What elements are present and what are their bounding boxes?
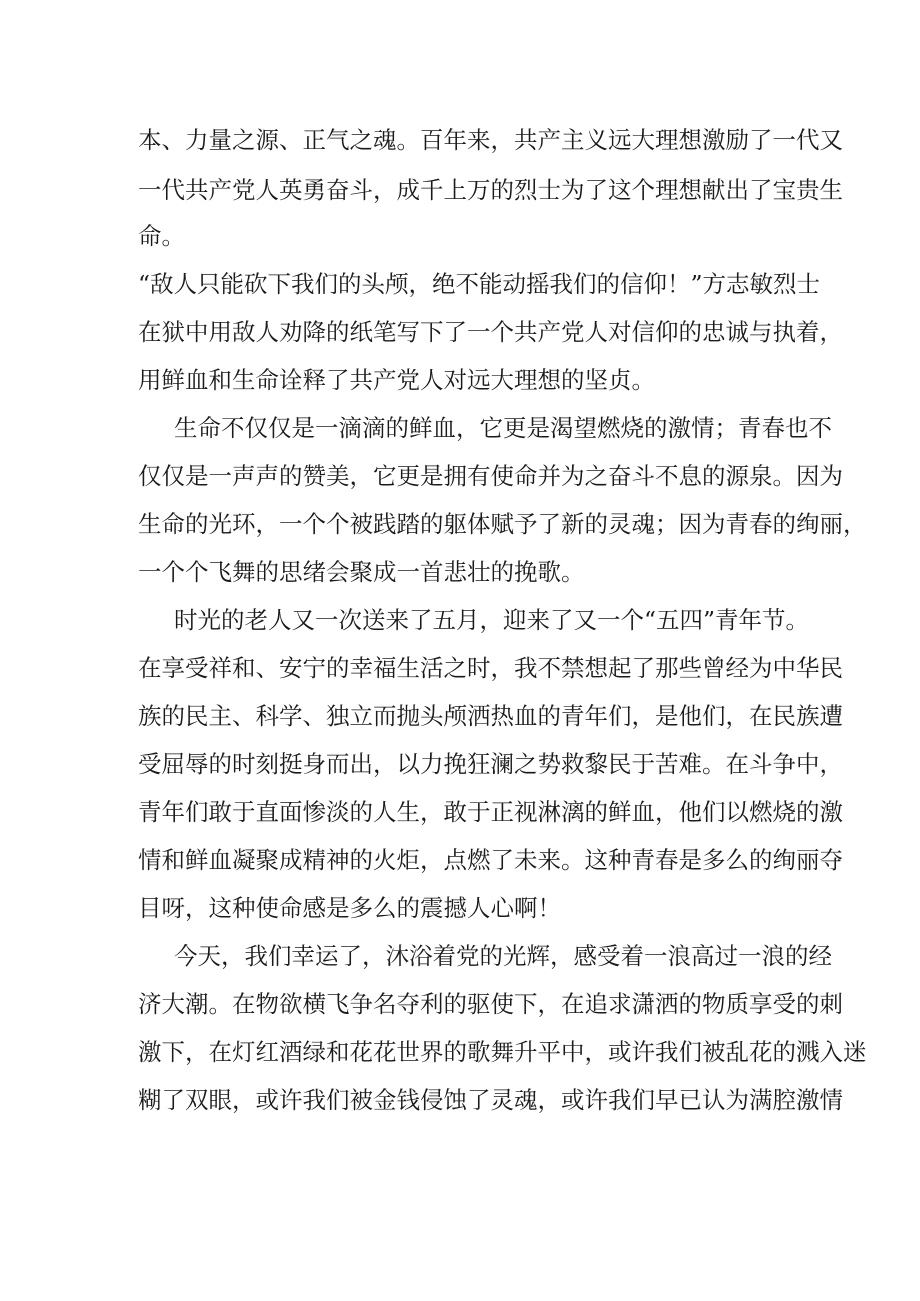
text-line [0, 358, 920, 402]
text-line [0, 310, 920, 354]
line-text: 族的民主、科学、独立而抛头颅洒热血的青年们，是他们，在民族遭 [138, 702, 843, 730]
text-line [0, 502, 920, 546]
line-text: 在狱中用敌人劝降的纸笔写下了一个共产党人对信仰的忠诚与执着， [138, 318, 843, 346]
text-line [0, 598, 920, 642]
text-line [0, 168, 920, 212]
line-text: 时光的老人又一次送来了五月，迎来了又一个“五四”青年节。 [174, 606, 810, 634]
text-line [0, 262, 920, 306]
line-text: 激下，在灯红酒绿和花花世界的歌舞升平中，或许我们被乱花的溅入迷 [138, 1038, 867, 1066]
text-line [0, 982, 920, 1026]
text-line [0, 214, 920, 258]
text-line [0, 550, 920, 594]
text-line [0, 790, 920, 834]
line-text: 今天，我们幸运了，沐浴着党的光辉，感受着一浪高过一浪的经 [174, 942, 832, 970]
text-line [0, 838, 920, 882]
line-text: 济大潮。在物欲横飞争名夺利的驱使下，在追求潇洒的物质享受的刺 [138, 990, 843, 1018]
line-text: 生命不仅仅是一滴滴的鲜血，它更是渴望燃烧的激情；青春也不 [174, 414, 832, 442]
line-text: 命。 [138, 222, 185, 250]
line-text: 生命的光环，一个个被践踏的躯体赋予了新的灵魂；因为青春的绚丽， [138, 510, 867, 538]
text-line [0, 1030, 920, 1074]
line-text: 青年们敢于直面惨淡的人生，敢于正视淋漓的鲜血，他们以燃烧的激 [138, 798, 843, 826]
line-text: 一代共产党人英勇奋斗，成千上万的烈士为了这个理想献出了宝贵生 [138, 176, 843, 204]
line-text: 一个个飞舞的思绪会聚成一首悲壮的挽歌。 [138, 558, 585, 586]
text-line [0, 1078, 920, 1122]
text-line [0, 118, 920, 162]
line-text: 糊了双眼，或许我们被金钱侵蚀了灵魂，或许我们早已认为满腔激情 [138, 1086, 843, 1114]
text-line [0, 454, 920, 498]
line-text: 目呀，这种使命感是多么的震撼人心啊！ [138, 894, 561, 922]
text-line [0, 742, 920, 786]
text-line [0, 646, 920, 690]
text-line [0, 694, 920, 738]
line-text: “敌人只能砍下我们的头颅，绝不能动摇我们的信仰！”方志敏烈士 [138, 270, 821, 298]
text-line [0, 886, 920, 930]
line-text: 情和鲜血凝聚成精神的火炬，点燃了未来。这种青春是多么的绚丽夺 [138, 846, 843, 874]
line-text: 在享受祥和、安宁的幸福生活之时，我不禁想起了那些曾经为中华民 [138, 654, 843, 682]
text-line [0, 406, 920, 450]
line-text: 仅仅是一声声的赞美，它更是拥有使命并为之奋斗不息的源泉。因为 [138, 462, 843, 490]
text-line [0, 934, 920, 978]
line-text: 本、力量之源、正气之魂。百年来，共产主义远大理想激励了一代又 [138, 126, 843, 154]
line-text: 用鲜血和生命诠释了共产党人对远大理想的坚贞。 [138, 366, 655, 394]
line-text: 受屈辱的时刻挺身而出，以力挽狂澜之势救黎民于苦难。在斗争中， [138, 750, 843, 778]
